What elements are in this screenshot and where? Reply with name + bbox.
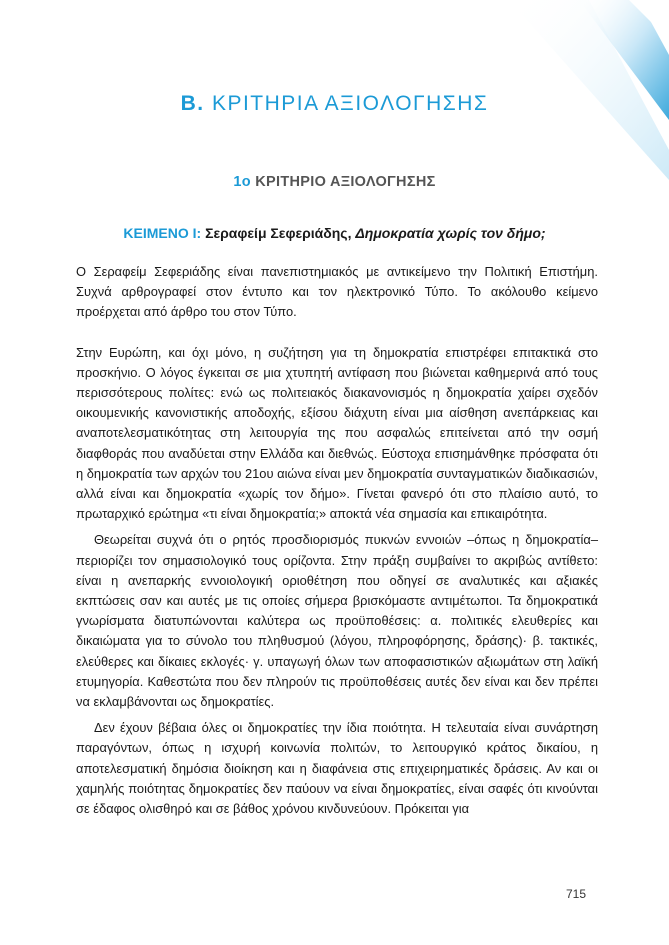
section-title-text: ΚΡΙΤΗΡΙΑ ΑΞΙΟΛΟΓΗΣΗΣ <box>211 92 489 116</box>
text-label: ΚΕΙΜΕΝΟ Ι: <box>123 225 202 241</box>
criterion-title-text: ΚΡΙΤΗΡΙΟ ΑΞΙΟΛΟΓΗΣΗΣ <box>255 174 436 191</box>
paragraph-3: Δεν έχουν βέβαια όλες οι δημοκρατίες την ίδια ποιότητα. Η τελευταία είναι συνάρτηση παραγόντων, όπως η ισχυρή κοινωνία πολιτών, το λειτουργικό κράτος δικαίου, η αποτελεσματική δημόσια διοίκηση και η διαφάνεια στις επιχειρηματικές δράσεις. Αν και οι χαμηλής ποιότητας δημοκρατίες δεν παύουν να είναι δημοκρατίες, είναι σαφές ότι κινούνται σε έδαφος ολισθηρό και σε βάθος χρόνου κινδυνεύουν. Πρόκειται για <box>76 720 598 817</box>
section-letter: Β. <box>180 92 205 116</box>
text-heading <box>0 225 669 241</box>
intro-paragraph: Ο Σεραφείμ Σεφεριάδης είναι πανεπιστημιακός με αντικείμενο την Πολιτική Επιστήμη. Συχνά αρθρογραφεί στον έντυπο και τον ηλεκτρονικό Τύπο. Το ακόλουθο κείμενο προέρχεται από άρθρο του στον Τύπο. <box>76 264 598 320</box>
paragraph-2: Θεωρείται συχνά ότι ο ρητός προσδιορισμός πυκνών εννοιών –όπως η δημοκρατία– περιορίζει τον σημασιολογικό τους ορίζοντα. Στην πράξη συμβαίνει το ακριβώς αντίθετο: είναι η ανεπαρκής εννοιολογική οριοθέτηση που οδηγεί σε αναλυτικές και αξιακές εκπτώσεις σαν και αυτές με τις οποίες σήμερα βρισκόμαστε αντιμέτωποι. Τα δημοκρατικά γνωρίσματα διατυπώνονται καλύτερα ως προϋποθέσεις: α. πολιτικές ελευθερίες και δικαιώματα για το σύνολο του πληθυσμού (λόγου, πληροφόρησης, δράσης)· β. τακτικές, ελεύθερες και δίκαιες εκλογές· γ. υπαγωγή όλων των αποφασιστικών αξιωμάτων στη λαϊκή ετυμηγορία. Καθεστώτα που δεν πληρούν τις προϋποθέσεις αυτές δεν είναι και δεν πρέπει να εκλαμβάνονται ως δημοκρατίες. <box>76 532 598 710</box>
page-number: 715 <box>566 887 587 901</box>
text-author: Σεραφείμ Σεφεριάδης, <box>205 225 352 241</box>
section-title <box>0 92 669 116</box>
article-body <box>76 262 598 819</box>
paragraph-1: Στην Ευρώπη, και όχι μόνο, η συζήτηση για τη δημοκρατία επιστρέφει επιτακτικά στο προσκήνιο. Ο λόγος έγκειται σε μια χτυπητή αντίφαση που βιώνεται καθημερινά από τους περισσότερους πολίτες: ενώ ως πολιτειακός διακανονισμός η δημοκρατία χαίρει σχεδόν οικουμενικής κανονιστικής αποδοχής, εξίσου διάχυτη είναι μια αίσθηση ανεπάρκειας και αναποτελεσματικότητας στη λειτουργία της που ασφαλώς επιτείνεται από την οσμή διαφθοράς που αναδύεται στην Ελλάδα και διεθνώς. Εύστοχα επισημάνθηκε πρόσφατα ότι η δημοκρατία των αρχών του 21ου αιώνα είναι μεν δημοκρατία συνταγματικών διαδικασιών, αλλά είναι και δημοκρατία «χωρίς τον δήμο». Γίνεται φανερό ότι στο πλαίσιο αυτό, το πρωταρχικό ερώτημα «τι είναι δημοκρατία;» αποκτά νέα σημασία και επικαιρότητα. <box>76 344 598 522</box>
text-title: Δημοκρατία χωρίς τον δήμο; <box>355 225 546 241</box>
criterion-number: 1ο <box>233 174 251 191</box>
criterion-title <box>0 174 669 190</box>
